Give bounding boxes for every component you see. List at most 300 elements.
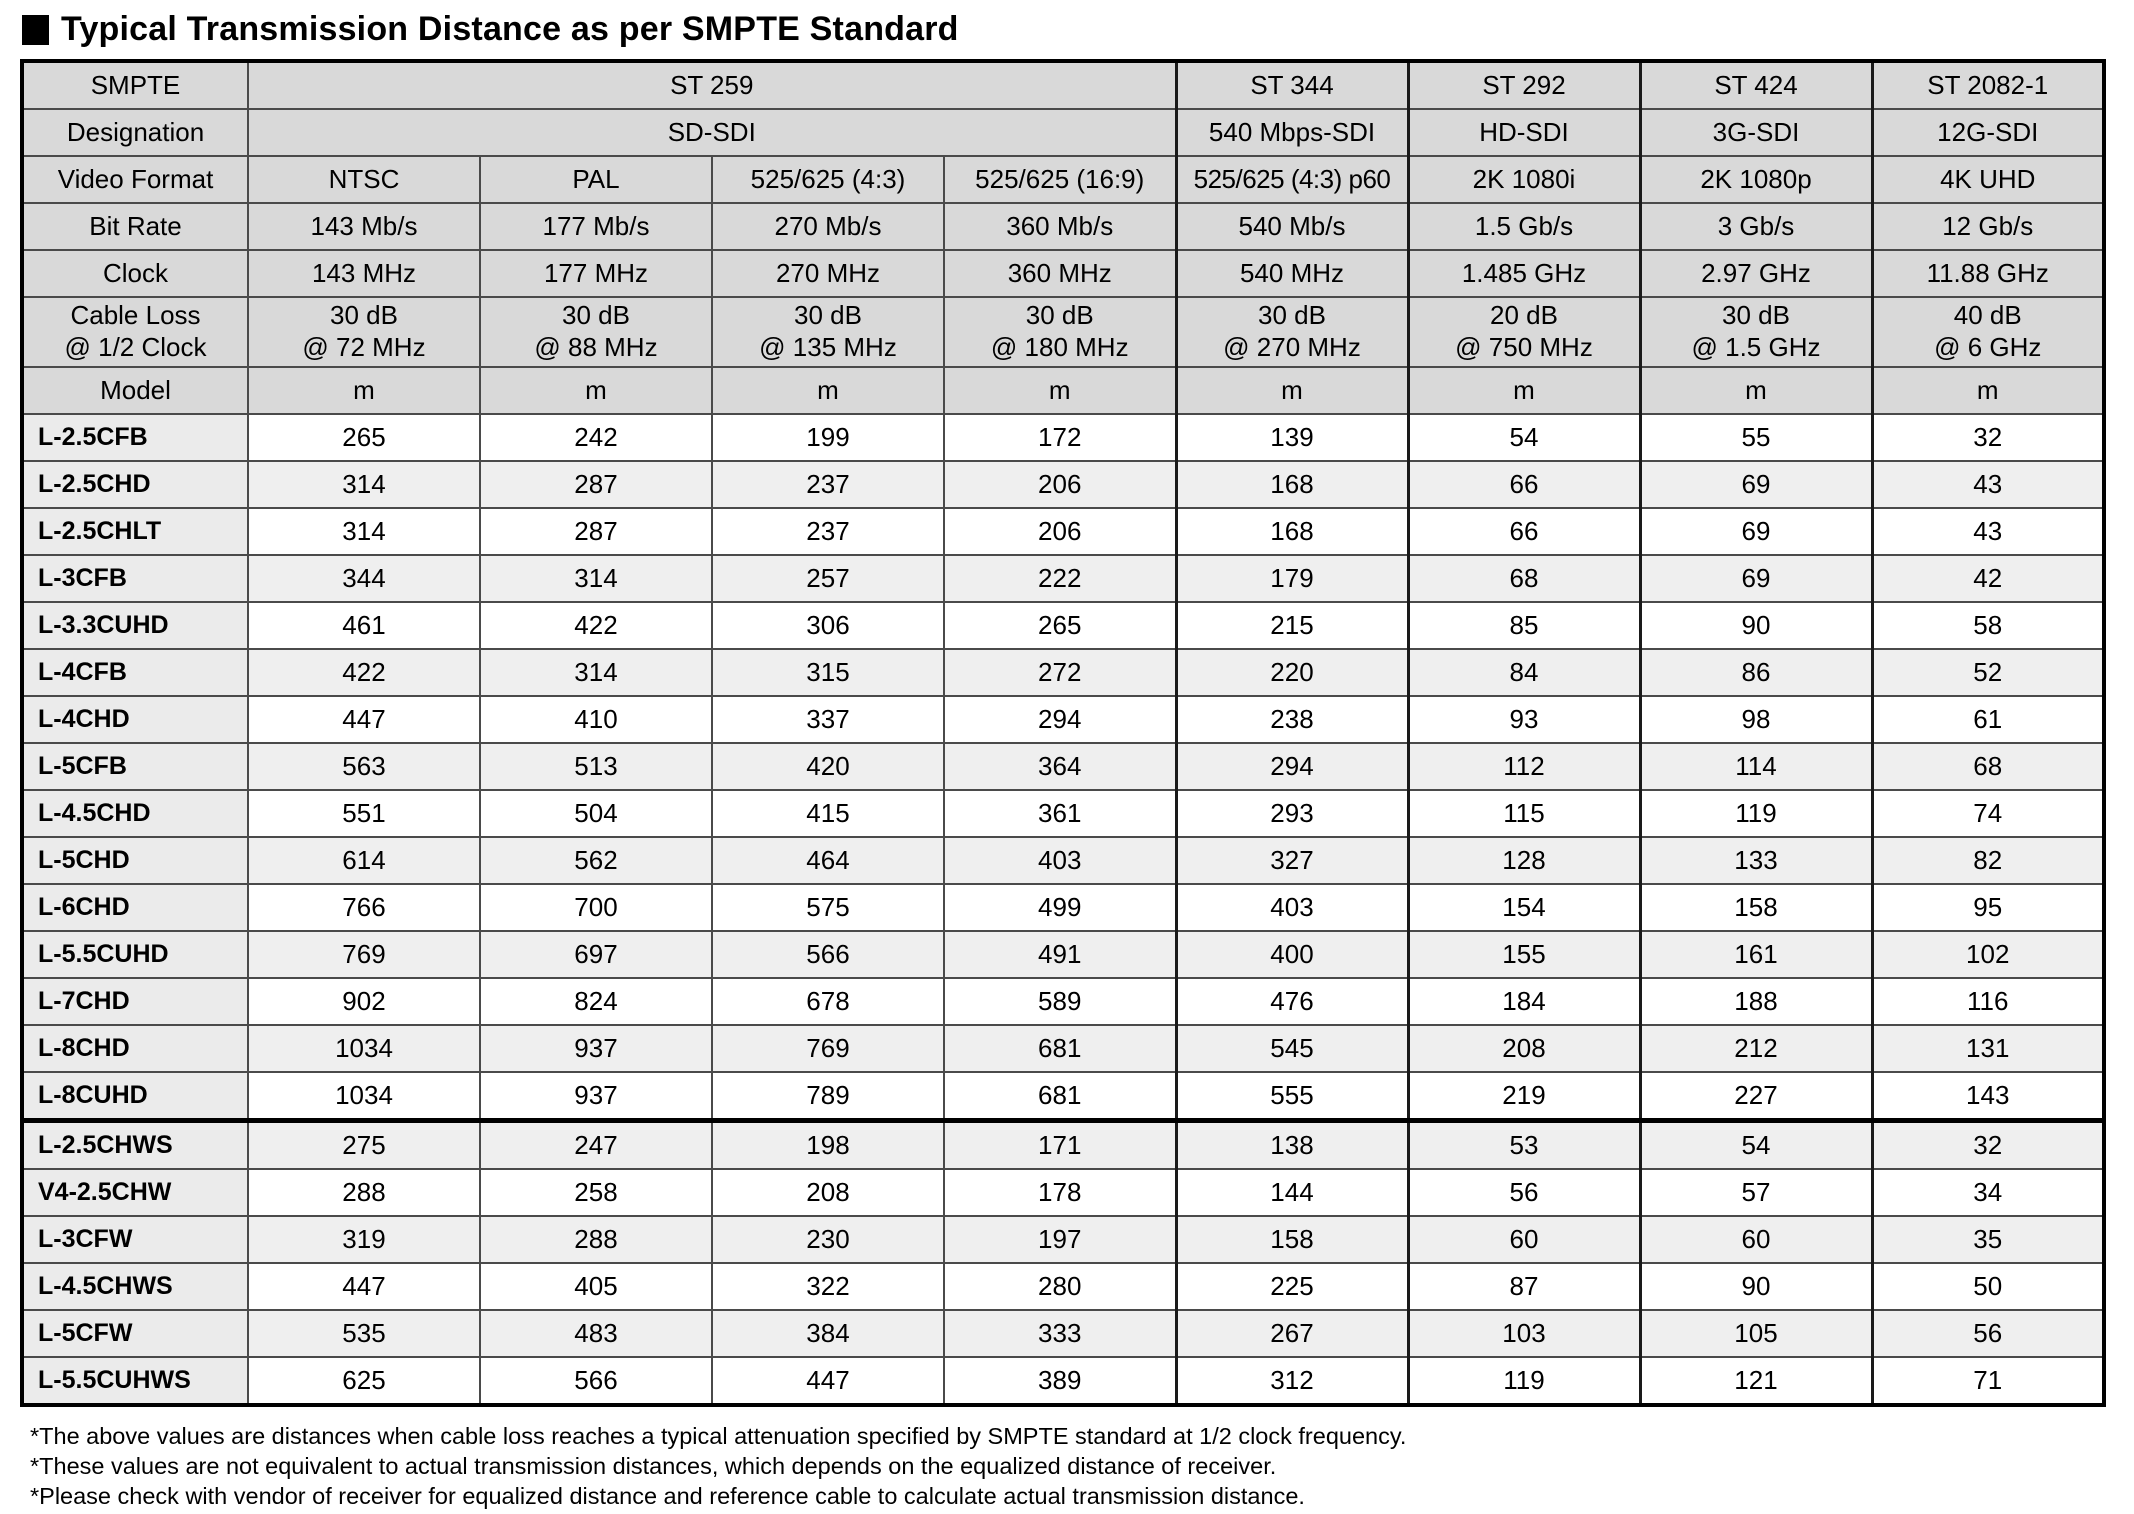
value-cell: 208 [712,1169,944,1216]
cable-loss-label-line: Cable Loss [70,300,201,331]
value-cell: 215 [1176,602,1408,649]
value-cell: 138 [1176,1121,1408,1170]
cable-loss-line: 20 dB [1490,300,1558,331]
table-row [22,1216,2104,1263]
model-unit-row [22,367,2104,414]
header-cell [480,297,712,367]
value-cell: 144 [1176,1169,1408,1216]
header-cell: 360 Mb/s [944,203,1176,250]
model-name-cell: L-4.5CHD [22,790,248,837]
value-cell: 225 [1176,1263,1408,1310]
row-label: Designation [22,109,248,156]
value-cell: 287 [480,508,712,555]
value-cell: 197 [944,1216,1176,1263]
value-cell: 53 [1408,1121,1640,1170]
header-cell: 2.97 GHz [1640,250,1872,297]
value-cell: 74 [1872,790,2104,837]
value-cell: 566 [712,931,944,978]
value-cell: 43 [1872,508,2104,555]
cable-loss-line: @ 135 MHz [759,332,897,362]
value-cell: 422 [248,649,480,696]
header-cell: 2K 1080p [1640,156,1872,203]
header-cell: 3 Gb/s [1640,203,1872,250]
value-cell: 87 [1408,1263,1640,1310]
value-cell: 206 [944,461,1176,508]
value-cell: 154 [1408,884,1640,931]
value-cell: 158 [1640,884,1872,931]
value-cell: 52 [1872,649,2104,696]
smpte-row [22,61,2104,109]
value-cell: 90 [1640,1263,1872,1310]
table-row [22,1169,2104,1216]
value-cell: 420 [712,743,944,790]
clock-row [22,250,2104,297]
value-cell: 405 [480,1263,712,1310]
value-cell: 562 [480,837,712,884]
value-cell: 614 [248,837,480,884]
value-cell: 85 [1408,602,1640,649]
value-cell: 535 [248,1310,480,1357]
header-cell: 540 Mbps-SDI [1176,109,1408,156]
value-cell: 410 [480,696,712,743]
table-row [22,508,2104,555]
value-cell: 121 [1640,1357,1872,1405]
value-cell: 483 [480,1310,712,1357]
value-cell: 312 [1176,1357,1408,1405]
value-cell: 504 [480,790,712,837]
value-cell: 1034 [248,1025,480,1072]
header-cell: SD-SDI [248,109,1176,156]
header-cell: 143 Mb/s [248,203,480,250]
table-row [22,743,2104,790]
cable-loss-line: 30 dB [330,300,398,331]
value-cell: 199 [712,414,944,461]
header-cell: 525/625 (16:9) [944,156,1176,203]
value-cell: 184 [1408,978,1640,1025]
value-cell: 700 [480,884,712,931]
cable-loss-row [22,297,2104,367]
unit-cell: m [1176,367,1408,414]
value-cell: 86 [1640,649,1872,696]
value-cell: 188 [1640,978,1872,1025]
header-cell [1408,297,1640,367]
header-cell: 1.485 GHz [1408,250,1640,297]
value-cell: 237 [712,461,944,508]
value-cell: 198 [712,1121,944,1170]
value-cell: 513 [480,743,712,790]
header-cell: 12 Gb/s [1872,203,2104,250]
value-cell: 32 [1872,414,2104,461]
cable-loss-line: 30 dB [1258,300,1326,331]
value-cell: 237 [712,508,944,555]
model-name-cell: L-8CUHD [22,1072,248,1121]
value-cell: 57 [1640,1169,1872,1216]
value-cell: 69 [1640,461,1872,508]
cable-loss-label-line: @ 1/2 Clock [64,332,207,362]
table-row [22,978,2104,1025]
table-body [22,414,2104,1405]
header-cell: 270 MHz [712,250,944,297]
value-cell: 563 [248,743,480,790]
value-cell: 678 [712,978,944,1025]
header-cell [1176,297,1408,367]
model-name-cell: L-6CHD [22,884,248,931]
value-cell: 697 [480,931,712,978]
value-cell: 937 [480,1025,712,1072]
value-cell: 114 [1640,743,1872,790]
header-cell [1640,297,1872,367]
header-cell: 525/625 (4:3) [712,156,944,203]
value-cell: 171 [944,1121,1176,1170]
value-cell: 364 [944,743,1176,790]
table-row [22,790,2104,837]
table-row [22,931,2104,978]
header-cell: PAL [480,156,712,203]
value-cell: 447 [712,1357,944,1405]
value-cell: 208 [1408,1025,1640,1072]
value-cell: 95 [1872,884,2104,931]
value-cell: 499 [944,884,1176,931]
value-cell: 545 [1176,1025,1408,1072]
value-cell: 272 [944,649,1176,696]
value-cell: 384 [712,1310,944,1357]
value-cell: 102 [1872,931,2104,978]
value-cell: 69 [1640,508,1872,555]
value-cell: 1034 [248,1072,480,1121]
value-cell: 447 [248,1263,480,1310]
cable-loss-line: @ 88 MHz [534,332,658,362]
value-cell: 447 [248,696,480,743]
page-title-text: Typical Transmission Distance as per SMPTE Standard [61,10,959,48]
header-cell: 177 Mb/s [480,203,712,250]
value-cell: 161 [1640,931,1872,978]
header-cell: 177 MHz [480,250,712,297]
header-cell [1872,297,2104,367]
value-cell: 128 [1408,837,1640,884]
value-cell: 555 [1176,1072,1408,1121]
table-row [22,884,2104,931]
table-row [22,837,2104,884]
value-cell: 43 [1872,461,2104,508]
value-cell: 288 [480,1216,712,1263]
value-cell: 119 [1640,790,1872,837]
value-cell: 766 [248,884,480,931]
value-cell: 93 [1408,696,1640,743]
value-cell: 333 [944,1310,1176,1357]
value-cell: 50 [1872,1263,2104,1310]
value-cell: 280 [944,1263,1176,1310]
table-row [22,1263,2104,1310]
cable-loss-line: @ 1.5 GHz [1691,332,1821,362]
table-row [22,1121,2104,1170]
value-cell: 681 [944,1025,1176,1072]
value-cell: 168 [1176,461,1408,508]
header-cell: 12G-SDI [1872,109,2104,156]
footnote-3: *Please check with vendor of receiver for equalized distance and reference cable to calculate actual transmission distance. [30,1483,1305,1510]
row-label: Video Format [22,156,248,203]
cable-loss-line: 30 dB [562,300,630,331]
table-row [22,414,2104,461]
header-cell [712,297,944,367]
value-cell: 461 [248,602,480,649]
value-cell: 902 [248,978,480,1025]
value-cell: 294 [944,696,1176,743]
value-cell: 227 [1640,1072,1872,1121]
value-cell: 681 [944,1072,1176,1121]
model-name-cell: V4-2.5CHW [22,1169,248,1216]
value-cell: 206 [944,508,1176,555]
value-cell: 322 [712,1263,944,1310]
value-cell: 179 [1176,555,1408,602]
row-label: Bit Rate [22,203,248,250]
model-name-cell: L-8CHD [22,1025,248,1072]
value-cell: 287 [480,461,712,508]
value-cell: 389 [944,1357,1176,1405]
cable-loss-line: @ 72 MHz [302,332,426,362]
value-cell: 625 [248,1357,480,1405]
value-cell: 789 [712,1072,944,1121]
value-cell: 344 [248,555,480,602]
header-cell: 525/625 (4:3) p60 [1176,156,1408,203]
value-cell: 314 [248,461,480,508]
model-name-cell: L-5CFW [22,1310,248,1357]
value-cell: 61 [1872,696,2104,743]
header-cell [248,297,480,367]
table-header [22,61,2104,414]
model-name-cell: L-4CFB [22,649,248,696]
value-cell: 55 [1640,414,1872,461]
value-cell: 68 [1408,555,1640,602]
value-cell: 58 [1872,602,2104,649]
value-cell: 769 [248,931,480,978]
value-cell: 824 [480,978,712,1025]
cable-loss-line: @ 6 GHz [1934,332,2042,362]
value-cell: 293 [1176,790,1408,837]
unit-cell: m [1872,367,2104,414]
unit-cell: m [1640,367,1872,414]
cable-loss-line: 30 dB [794,300,862,331]
model-name-cell: L-5CHD [22,837,248,884]
value-cell: 105 [1640,1310,1872,1357]
value-cell: 42 [1872,555,2104,602]
table-row [22,1025,2104,1072]
model-name-cell: L-4CHD [22,696,248,743]
value-cell: 464 [712,837,944,884]
model-name-cell: L-5.5CUHWS [22,1357,248,1405]
unit-cell: m [480,367,712,414]
header-cell: 143 MHz [248,250,480,297]
value-cell: 247 [480,1121,712,1170]
model-name-cell: L-3CFW [22,1216,248,1263]
value-cell: 178 [944,1169,1176,1216]
value-cell: 315 [712,649,944,696]
value-cell: 60 [1640,1216,1872,1263]
value-cell: 115 [1408,790,1640,837]
cable-loss-line: @ 750 MHz [1455,332,1593,362]
header-cell: ST 424 [1640,61,1872,109]
row-label: Clock [22,250,248,297]
value-cell: 258 [480,1169,712,1216]
value-cell: 66 [1408,508,1640,555]
black-square-icon [22,15,49,45]
header-cell: 2K 1080i [1408,156,1640,203]
value-cell: 69 [1640,555,1872,602]
value-cell: 422 [480,602,712,649]
value-cell: 131 [1872,1025,2104,1072]
model-name-cell: L-5.5CUHD [22,931,248,978]
video-format-row [22,156,2104,203]
model-name-cell: L-7CHD [22,978,248,1025]
model-name-cell: L-2.5CHWS [22,1121,248,1170]
footnotes [30,1421,2134,1511]
page [0,10,2134,1514]
value-cell: 66 [1408,461,1640,508]
value-cell: 314 [480,555,712,602]
cable-loss-line: 30 dB [1025,300,1094,331]
value-cell: 143 [1872,1072,2104,1121]
table-row [22,649,2104,696]
value-cell: 265 [944,602,1176,649]
value-cell: 103 [1408,1310,1640,1357]
value-cell: 98 [1640,696,1872,743]
bit-rate-row [22,203,2104,250]
unit-cell: m [1408,367,1640,414]
value-cell: 139 [1176,414,1408,461]
header-cell: 540 MHz [1176,250,1408,297]
value-cell: 84 [1408,649,1640,696]
value-cell: 319 [248,1216,480,1263]
value-cell: 491 [944,931,1176,978]
page-title [22,10,2134,49]
value-cell: 294 [1176,743,1408,790]
header-cell: 360 MHz [944,250,1176,297]
value-cell: 116 [1872,978,2104,1025]
value-cell: 54 [1640,1121,1872,1170]
value-cell: 400 [1176,931,1408,978]
footnote-1: *The above values are distances when cable loss reaches a typical attenuation specified by SMPTE standard at 1/2 clock frequency. [30,1423,1407,1449]
value-cell: 314 [480,649,712,696]
cable-loss-line: 40 dB [1953,300,2022,331]
value-cell: 82 [1872,837,2104,884]
table-row [22,555,2104,602]
value-cell: 415 [712,790,944,837]
value-cell: 32 [1872,1121,2104,1170]
value-cell: 90 [1640,602,1872,649]
transmission-table [20,59,2106,1407]
header-cell: 3G-SDI [1640,109,1872,156]
header-cell: ST 292 [1408,61,1640,109]
cable-loss-line: @ 270 MHz [1223,332,1361,362]
cable-loss-line: 30 dB [1722,300,1790,331]
value-cell: 158 [1176,1216,1408,1263]
table-row [22,461,2104,508]
model-name-cell: L-5CFB [22,743,248,790]
cable-loss-line: @ 180 MHz [990,332,1129,362]
value-cell: 112 [1408,743,1640,790]
header-cell: 4K UHD [1872,156,2104,203]
value-cell: 589 [944,978,1176,1025]
value-cell: 267 [1176,1310,1408,1357]
table-row [22,696,2104,743]
unit-cell: m [712,367,944,414]
header-cell: 11.88 GHz [1872,250,2104,297]
value-cell: 35 [1872,1216,2104,1263]
value-cell: 265 [248,414,480,461]
unit-cell: m [248,367,480,414]
designation-row [22,109,2104,156]
value-cell: 238 [1176,696,1408,743]
value-cell: 403 [944,837,1176,884]
value-cell: 361 [944,790,1176,837]
value-cell: 275 [248,1121,480,1170]
table-row [22,602,2104,649]
value-cell: 219 [1408,1072,1640,1121]
header-cell: 1.5 Gb/s [1408,203,1640,250]
row-label: Model [22,367,248,414]
value-cell: 172 [944,414,1176,461]
value-cell: 337 [712,696,944,743]
header-cell: HD-SDI [1408,109,1640,156]
value-cell: 314 [248,508,480,555]
row-label [22,297,248,367]
table-row [22,1310,2104,1357]
value-cell: 575 [712,884,944,931]
header-cell: ST 344 [1176,61,1408,109]
value-cell: 476 [1176,978,1408,1025]
value-cell: 56 [1872,1310,2104,1357]
value-cell: 56 [1408,1169,1640,1216]
header-cell [944,297,1176,367]
value-cell: 566 [480,1357,712,1405]
model-name-cell: L-4.5CHWS [22,1263,248,1310]
value-cell: 71 [1872,1357,2104,1405]
value-cell: 327 [1176,837,1408,884]
value-cell: 222 [944,555,1176,602]
table-row [22,1072,2104,1121]
footnote-2: *These values are not equivalent to actual transmission distances, which depends on the equalized distance of receiver. [30,1453,1277,1480]
value-cell: 168 [1176,508,1408,555]
value-cell: 242 [480,414,712,461]
model-name-cell: L-2.5CHD [22,461,248,508]
value-cell: 119 [1408,1357,1640,1405]
value-cell: 257 [712,555,944,602]
header-cell: 540 Mb/s [1176,203,1408,250]
model-name-cell: L-2.5CHLT [22,508,248,555]
model-name-cell: L-3.3CUHD [22,602,248,649]
value-cell: 306 [712,602,944,649]
value-cell: 133 [1640,837,1872,884]
header-cell: ST 259 [248,61,1176,109]
value-cell: 220 [1176,649,1408,696]
header-cell: NTSC [248,156,480,203]
model-name-cell: L-3CFB [22,555,248,602]
value-cell: 54 [1408,414,1640,461]
header-cell: ST 2082-1 [1872,61,2104,109]
value-cell: 230 [712,1216,944,1263]
value-cell: 769 [712,1025,944,1072]
value-cell: 34 [1872,1169,2104,1216]
value-cell: 60 [1408,1216,1640,1263]
unit-cell: m [944,367,1176,414]
header-cell: 270 Mb/s [712,203,944,250]
value-cell: 551 [248,790,480,837]
value-cell: 155 [1408,931,1640,978]
value-cell: 288 [248,1169,480,1216]
model-name-cell: L-2.5CFB [22,414,248,461]
value-cell: 937 [480,1072,712,1121]
value-cell: 403 [1176,884,1408,931]
value-cell: 212 [1640,1025,1872,1072]
